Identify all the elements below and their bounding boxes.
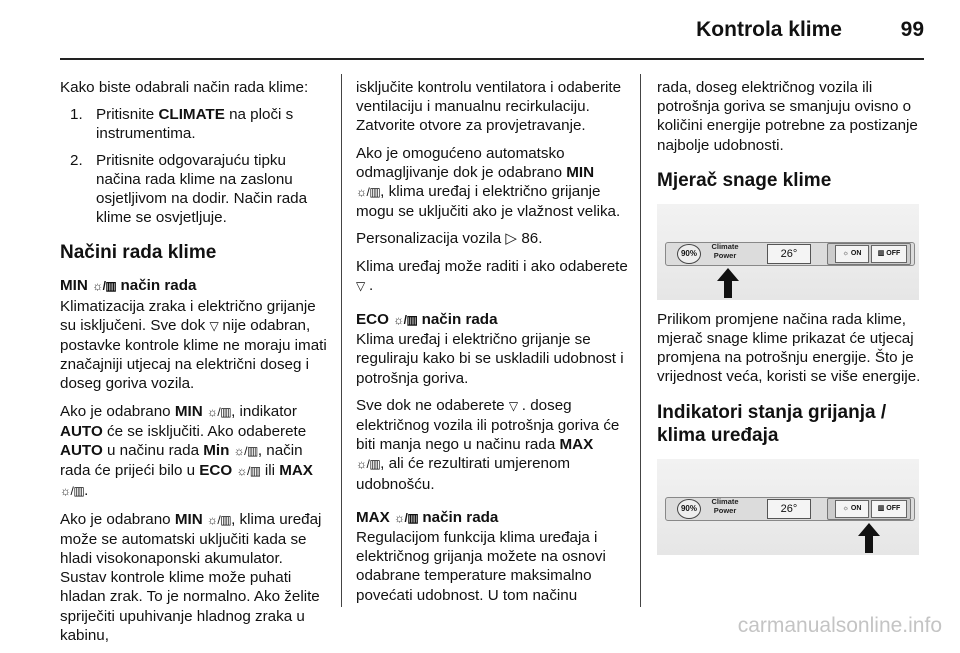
header-title: Kontrola klime [696,18,842,41]
paragraph: Ako je odabrano MIN ☼/▥, klima uređaj može se automatski uključiti kada se hladi visokonaponski akumulator. Sustav kontrole klime može puhati hladan zrak. To je normalno. Ako želite spriječiti upuhivanje hladnog zraka u kabinu, [60,510,322,644]
fan-ac-icon: ☼/▥ [92,279,117,294]
climate-panel-figure-2 [657,459,919,555]
list-number: 2. [70,151,83,169]
steps-list [60,105,330,227]
column-3 [657,78,925,565]
climate-power-label: Climate Power [711,496,739,515]
subheading-max-mode: MAX ☼/▥ način rada [356,508,499,526]
fan-ac-icon: ☼/▥ [356,457,381,472]
ac-off-button: ▥ OFF [871,500,907,518]
column-divider-1 [341,74,342,607]
climate-power-label: Climate Power [711,241,739,260]
ac-off-icon: ▽ [508,398,518,413]
fan-ac-icon: ☼/▥ [393,313,418,328]
fan-ac-icon: ☼/▥ [206,404,232,419]
paragraph: Klima uređaj i električno grijanje se reguliraju kako bi se uskladili udobnost i potrošnja goriva. [356,331,624,387]
paragraph: Regulacijom funkcija klima uređaja i električnog grijanja možete na osnovi odabrane temperature maksimalno povećati udobnost. U tom načinu [356,529,606,604]
header-rule [60,58,924,60]
column-2 [356,78,631,613]
paragraph: Ako je omogućeno automatsko odmagljivanje dok je odabrano MIN ☼/▥, klima uređaj i električno grijanje mogu se uključiti ako je vlažnost velika. [356,144,621,221]
paragraph: Ako je odabrano MIN ☼/▥, indikator AUTO će se isključiti. Ako odaberete AUTO u načinu rada Min ☼/▥, način rada će prijeći bilo u ECO ☼/▥ ili MAX ☼/▥. [60,402,313,500]
column-1 [60,78,330,653]
paragraph: Personalizacija vozila ▷ 86. [356,230,543,248]
subheading-eco-mode: ECO ☼/▥ način rada [356,311,498,329]
list-number: 1. [70,106,83,124]
subheading-min-mode: MIN ☼/▥ način rada [60,277,197,295]
column-divider-2 [640,74,641,607]
list-item: 2. Pritisnite odgovarajuću tipku načina rada klime na zaslonu osjetljivom na dodir. Način rada klime se osvjetljuje. [60,151,330,228]
fan-ac-icon: ☼/▥ [60,484,85,499]
fan-ac-icon: ☼/▥ [233,444,258,459]
paragraph: isključite kontrolu ventilatora i odaberite ventilaciju i manualnu recirkulaciju. Zatvorite otvore za provjetravanje. [356,79,622,135]
climate-power-gauge: 90% [677,499,701,519]
ac-off-icon: ▽ [209,318,219,333]
fan-ac-icon: ☼/▥ [206,512,232,527]
intro-text: Kako biste odabrali način rada klime: [60,79,309,96]
fan-ac-icon: ☼/▥ [236,464,261,479]
paragraph: Klima uređaj može raditi i ako odaberete ▽ . [356,257,628,294]
watermark: carmanualsonline.info [737,614,942,637]
climate-power-gauge: 90% [677,244,701,264]
section-heading-gauge: Mjerač snage klime [657,169,832,191]
section-heading-indicators: Indikatori stanja grijanja / klima uređaja [657,401,887,446]
page-number: 99 [900,18,924,41]
arrow-up-icon [858,523,880,553]
fan-ac-icon: ☼/▥ [356,185,381,200]
climate-panel-figure-1 [657,204,919,300]
fan-ac-icon: ☼/▥ [393,510,419,525]
ac-on-button: ☼ ON [835,245,869,263]
paragraph: Sve dok ne odaberete ▽ . doseg električnog vozila ili potrošnja goriva će biti manja nego u načinu rada MAX ☼/▥, ali će rezultirati umjerenom udobnošću. [356,396,620,493]
list-item: 1. Pritisnite CLIMATE na ploči s instrumentima. [60,105,330,143]
ac-off-button: ▥ OFF [871,245,907,263]
temperature-display: 26° [767,499,811,519]
paragraph: rada, doseg električnog vozila ili potrošnja goriva se smanjuju ovisno o količini energije potrebne za postizanje najbolje udobnosti. [657,79,918,154]
arrow-up-icon [717,268,739,298]
paragraph: Prilikom promjene načina rada klime, mjerač snage klime prikazat će utjecaj promjena na potrošnju energije. Što je vrijednost veća, koristi se više energije. [657,310,921,386]
section-heading-modes: Načini rada klime [60,242,217,264]
ac-off-icon: ▽ [356,278,365,293]
temperature-display: 26° [767,244,811,264]
ac-on-button: ☼ ON [835,500,869,518]
paragraph: Klimatizacija zraka i električno grijanje su isključeni. Sve dok ▽ nije odabran, postavke kontrole klime ne moraju imati značajniji utjecaj na električni doseg i doseg goriva vozila. [60,297,327,393]
climate-button-label: CLIMATE [158,106,225,124]
page-reference: ▷ 86. [505,230,543,248]
